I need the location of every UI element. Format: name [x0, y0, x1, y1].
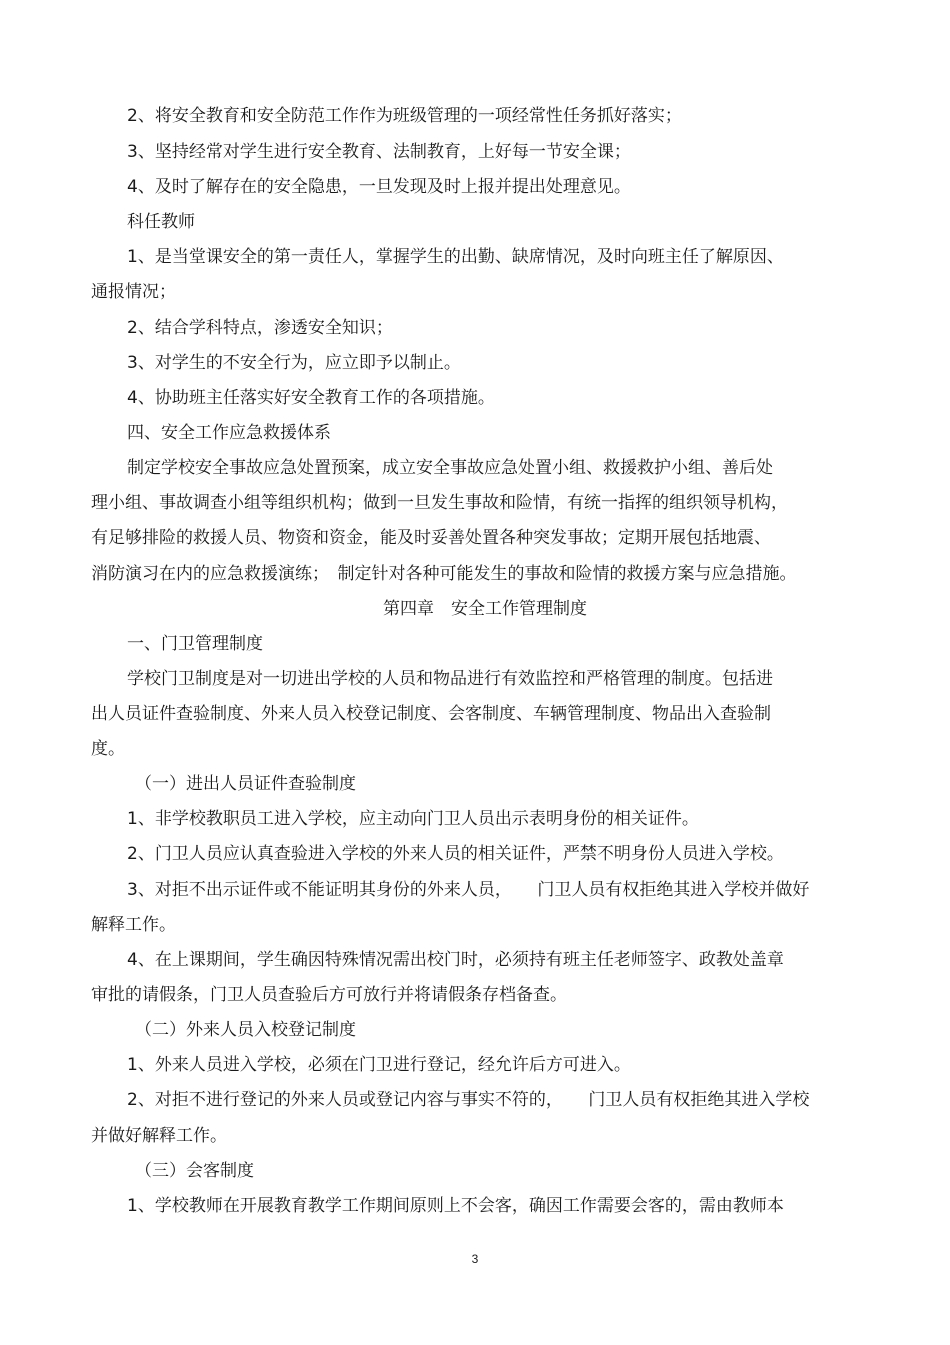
paragraph-line: 2、将安全教育和安全防范工作作为班级管理的一项经常性任务抓好落实；	[127, 106, 682, 126]
chapter-title: 第四章 安全工作管理制度	[383, 599, 587, 619]
paragraph-line: 通报情况；	[91, 282, 176, 302]
paragraph-line: 有足够排险的救援人员、物资和资金，能及时妥善处置各种突发事故；定期开展包括地震、	[91, 528, 771, 548]
paragraph-line: 2、对拒不进行登记的外来人员或登记内容与事实不符的， 门卫人员有权拒绝其进入学校	[127, 1090, 810, 1110]
paragraph-line: 理小组、事故调查小组等组织机构；做到一旦发生事故和险情，有统一指挥的组织领导机构，	[91, 493, 788, 513]
paragraph-line: 2、结合学科特点，渗透安全知识；	[127, 318, 393, 338]
paragraph-line: 出人员证件查验制度、外来人员入校登记制度、会客制度、车辆管理制度、物品出入查验制	[91, 704, 771, 724]
paragraph-line: 2、门卫人员应认真查验进入学校的外来人员的相关证件，严禁不明身份人员进入学校。	[127, 844, 784, 864]
paragraph-line: 1、外来人员进入学校，必须在门卫进行登记，经允许后方可进入。	[127, 1055, 631, 1075]
paragraph-line: 度。	[91, 739, 125, 759]
paragraph-line: 审批的请假条，门卫人员查验后方可放行并将请假条存档备查。	[91, 985, 567, 1005]
paragraph-line: 3、对学生的不安全行为，应立即予以制止。	[127, 353, 461, 373]
subsection-heading: （二）外来人员入校登记制度	[135, 1020, 356, 1040]
section-heading: 科任教师	[127, 212, 195, 232]
section-heading: 四、安全工作应急救援体系	[127, 423, 331, 443]
paragraph-line: 解释工作。	[91, 915, 176, 935]
subsection-heading: （一）进出人员证件查验制度	[135, 774, 356, 794]
paragraph-line: 1、是当堂课安全的第一责任人，掌握学生的出勤、缺席情况，及时向班主任了解原因、	[127, 247, 784, 267]
page-number: 3	[471, 1252, 479, 1266]
paragraph-line: 1、学校教师在开展教育教学工作期间原则上不会客，确因工作需要会客的，需由教师本	[127, 1196, 784, 1216]
paragraph-line: 4、在上课期间，学生确因特殊情况需出校门时，必须持有班主任老师签字、政教处盖章	[127, 950, 784, 970]
paragraph-line: 4、及时了解存在的安全隐患，一旦发现及时上报并提出处理意见。	[127, 177, 631, 197]
subsection-heading: （三）会客制度	[135, 1161, 254, 1181]
paragraph-line: 并做好解释工作。	[91, 1126, 227, 1146]
paragraph-line: 3、对拒不出示证件或不能证明其身份的外来人员， 门卫人员有权拒绝其进入学校并做好	[127, 880, 810, 900]
paragraph-line: 3、坚持经常对学生进行安全教育、法制教育，上好每一节安全课；	[127, 142, 631, 162]
paragraph-line: 学校门卫制度是对一切进出学校的人员和物品进行有效监控和严格管理的制度。包括进	[127, 669, 773, 689]
paragraph-line: 消防演习在内的应急救援演练； 制定针对各种可能发生的事故和险情的救援方案与应急措施。	[91, 564, 797, 584]
paragraph-line: 制定学校安全事故应急处置预案，成立安全事故应急处置小组、救援救护小组、善后处	[127, 458, 773, 478]
paragraph-line: 1、非学校教职员工进入学校，应主动向门卫人员出示表明身份的相关证件。	[127, 809, 699, 829]
paragraph-line: 4、协助班主任落实好安全教育工作的各项措施。	[127, 388, 495, 408]
section-heading: 一、门卫管理制度	[127, 634, 263, 654]
